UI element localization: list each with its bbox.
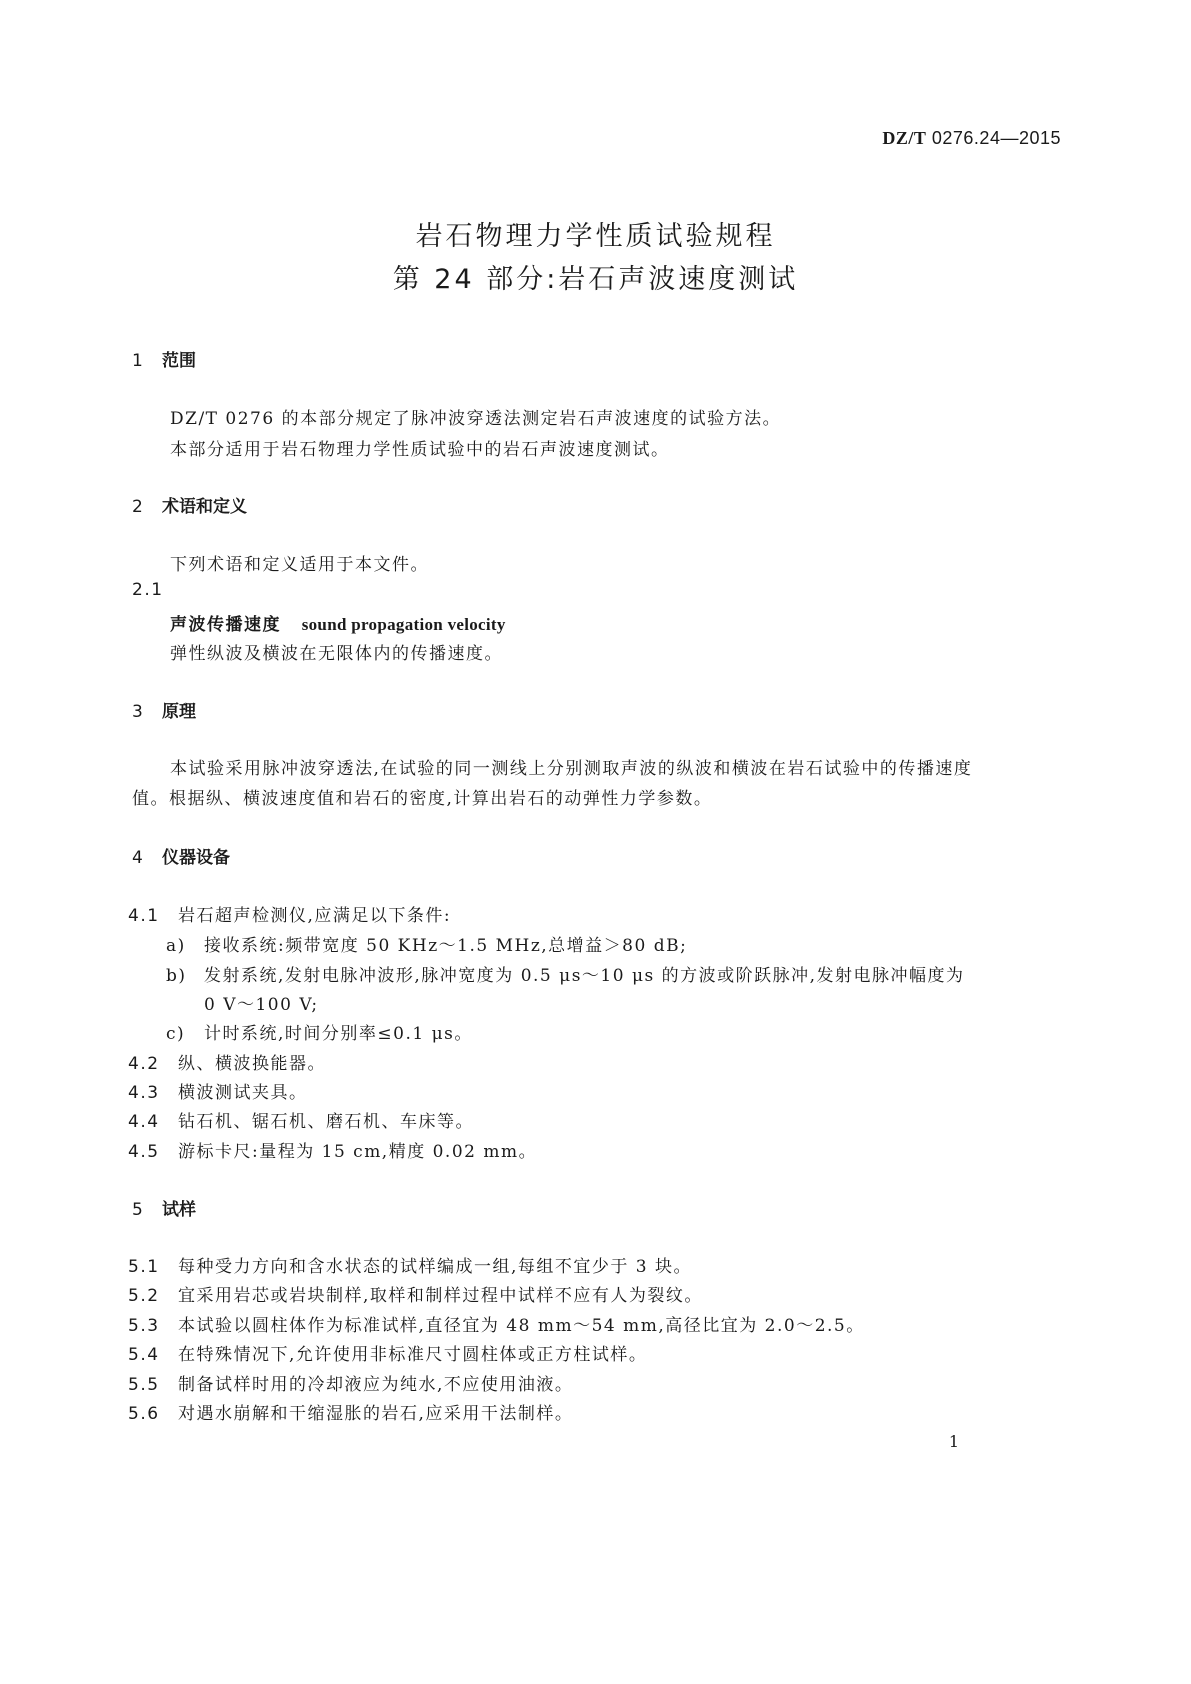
document-subtitle: 第 24 部分:岩石声波速度测试 (392, 264, 799, 295)
term-english: sound propagation velocity (301, 615, 506, 634)
list-item: 4.5 游标卡尺:量程为 15 cm,精度 0.02 mm。 (128, 1142, 538, 1162)
list-item: 4.2 纵、横波换能器。 (128, 1054, 326, 1074)
term-number: 2.1 (132, 580, 164, 600)
section-1-heading (132, 346, 196, 371)
section-2-title: 术语和定义 (162, 497, 247, 517)
list-item: 4.3 横波测试夹具。 (128, 1083, 308, 1103)
section-1-paragraph-2: 本部分适用于岩石物理力学性质试验中的岩石声波速度测试。 (170, 440, 670, 460)
section-5-number: 5 (132, 1200, 143, 1220)
section-4-heading (132, 843, 230, 868)
section-1-number: 1 (132, 351, 143, 371)
standard-code-number: 0276.24—2015 (931, 128, 1061, 148)
standard-code-prefix: DZ/T (882, 128, 927, 148)
section-2-heading (132, 492, 247, 517)
document-title: 岩石物理力学性质试验规程 (415, 221, 776, 252)
list-item-continuation: 0 V～100 V; (204, 995, 319, 1015)
term-entry (170, 610, 506, 635)
section-5-title: 试样 (162, 1200, 196, 1220)
section-4-title: 仪器设备 (162, 848, 230, 868)
section-2-intro: 下列术语和定义适用于本文件。 (170, 555, 429, 575)
list-item: c) 计时系统,时间分别率≤0.1 μs。 (166, 1024, 473, 1044)
list-item: 5.3 本试验以圆柱体作为标准试样,直径宜为 48 mm～54 mm,高径比宜为 2.0～2.5。 (128, 1316, 865, 1336)
section-3-title: 原理 (162, 702, 196, 722)
list-item: 5.4 在特殊情况下,允许使用非标准尺寸圆柱体或正方柱试样。 (128, 1345, 648, 1365)
list-item: 4.1 岩石超声检测仪,应满足以下条件: (128, 906, 452, 926)
list-item: a) 接收系统:频带宽度 50 KHz～1.5 MHz,总增益＞80 dB; (166, 936, 688, 956)
term-chinese: 声波传播速度 (170, 615, 281, 635)
page-number: 1 (948, 1432, 959, 1451)
section-4-number: 4 (132, 848, 143, 868)
list-item: 5.1 每种受力方向和含水状态的试样编成一组,每组不宜少于 3 块。 (128, 1257, 693, 1277)
section-1-title: 范围 (162, 351, 196, 371)
section-2-number: 2 (132, 497, 143, 517)
list-item: 5.6 对遇水崩解和干缩湿胀的岩石,应采用干法制样。 (128, 1404, 574, 1424)
section-1-paragraph-1: DZ/T 0276 的本部分规定了脉冲波穿透法测定岩石声波速度的试验方法。 (170, 409, 782, 429)
section-3-number: 3 (132, 702, 143, 722)
list-item: 5.2 宜采用岩芯或岩块制样,取样和制样过程中试样不应有人为裂纹。 (128, 1286, 703, 1306)
section-3-paragraph: 本试验采用脉冲波穿透法,在试验的同一测线上分别测取声波的纵波和横波在岩石试验中的传播速度值。根据纵、横波速度值和岩石的密度,计算出岩石的动弹性力学参数。 (132, 759, 973, 809)
list-item: 4.4 钻石机、锯石机、磨石机、车床等。 (128, 1112, 474, 1132)
section-5-heading (132, 1195, 196, 1220)
list-item: b) 发射系统,发射电脉冲波形,脉冲宽度为 0.5 μs～10 μs 的方波或阶跃脉冲,发射电脉冲幅度为 (166, 966, 965, 986)
section-3-heading (132, 697, 196, 722)
term-definition: 弹性纵波及横波在无限体内的传播速度。 (170, 644, 503, 664)
list-item: 5.5 制备试样时用的冷却液应为纯水,不应使用油液。 (128, 1375, 574, 1395)
standard-code (882, 128, 1061, 149)
